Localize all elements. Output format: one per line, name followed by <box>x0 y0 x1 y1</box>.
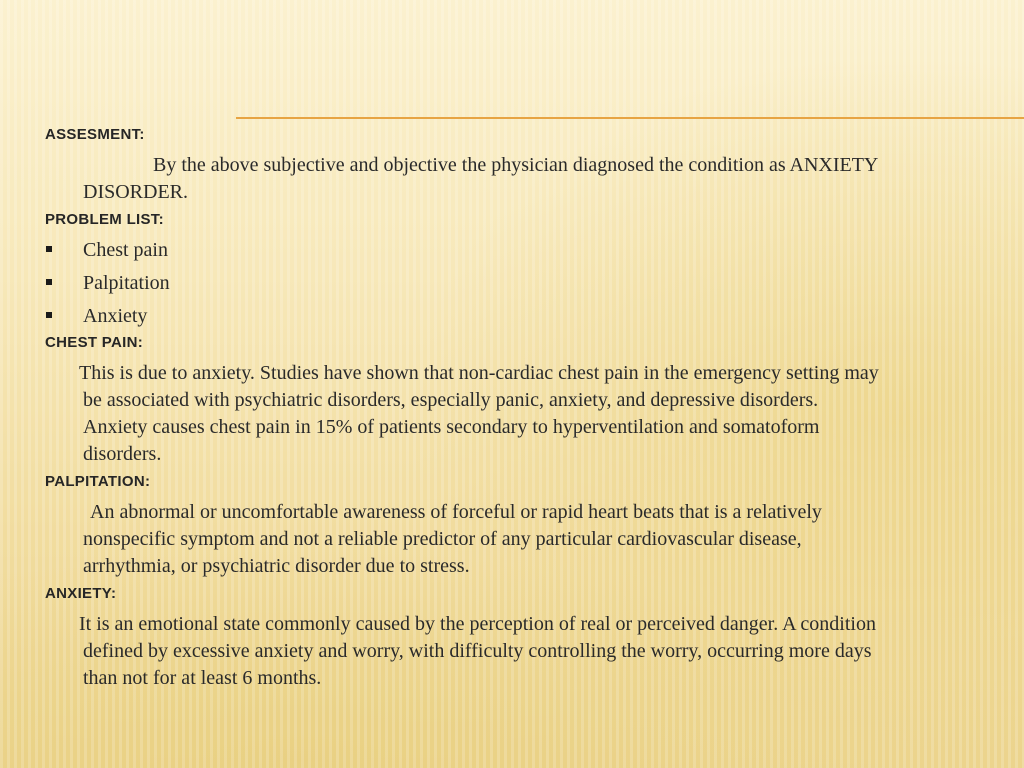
chest-pain-text-line-1: This is due to anxiety. Studies have shown that non-cardiac chest pain in the emergency setting may <box>79 362 879 384</box>
list-item-label: Chest pain <box>83 239 168 261</box>
square-bullet-icon <box>46 246 52 252</box>
heading-assessment: ASSESMENT: <box>45 126 145 143</box>
heading-problem-list: PROBLEM LIST: <box>45 211 164 228</box>
assessment-text-line-1: By the above subjective and objective the physician diagnosed the condition as ANXIETY <box>153 154 879 176</box>
assessment-text-line-2: DISORDER. <box>83 181 189 203</box>
palpitation-text-line-1: An abnormal or uncomfortable awareness of forceful or rapid heart beats that is a relatively <box>90 501 822 523</box>
square-bullet-icon <box>46 279 52 285</box>
anxiety-text-line-1: It is an emotional state commonly caused by the perception of real or perceived danger. A condition <box>79 613 876 635</box>
list-item <box>45 302 170 335</box>
problem-list <box>45 236 170 335</box>
anxiety-text-line-3: than not for at least 6 months. <box>83 667 322 689</box>
square-bullet-icon <box>46 312 52 318</box>
chest-pain-text-line-2: be associated with psychiatric disorders, especially panic, anxiety, and depressive disorders. <box>83 389 819 411</box>
heading-chest-pain: CHEST PAIN: <box>45 334 144 351</box>
heading-anxiety: ANXIETY: <box>45 585 117 602</box>
list-item-label: Anxiety <box>83 305 148 327</box>
list-item-label: Palpitation <box>83 272 170 294</box>
chest-pain-text-line-4: disorders. <box>83 443 162 465</box>
anxiety-text-line-2: defined by excessive anxiety and worry, with difficulty controlling the worry, occurring more days <box>83 640 872 662</box>
palpitation-text-line-3: arrhythmia, or psychiatric disorder due to stress. <box>83 555 470 577</box>
palpitation-text-line-2: nonspecific symptom and not a reliable predictor of any particular cardiovascular disease, <box>83 528 802 550</box>
heading-palpitation: PALPITATION: <box>45 473 151 490</box>
list-item <box>45 269 170 302</box>
chest-pain-text-line-3: Anxiety causes chest pain in 15% of patients secondary to hyperventilation and somatoform <box>83 416 820 438</box>
list-item <box>45 236 170 269</box>
